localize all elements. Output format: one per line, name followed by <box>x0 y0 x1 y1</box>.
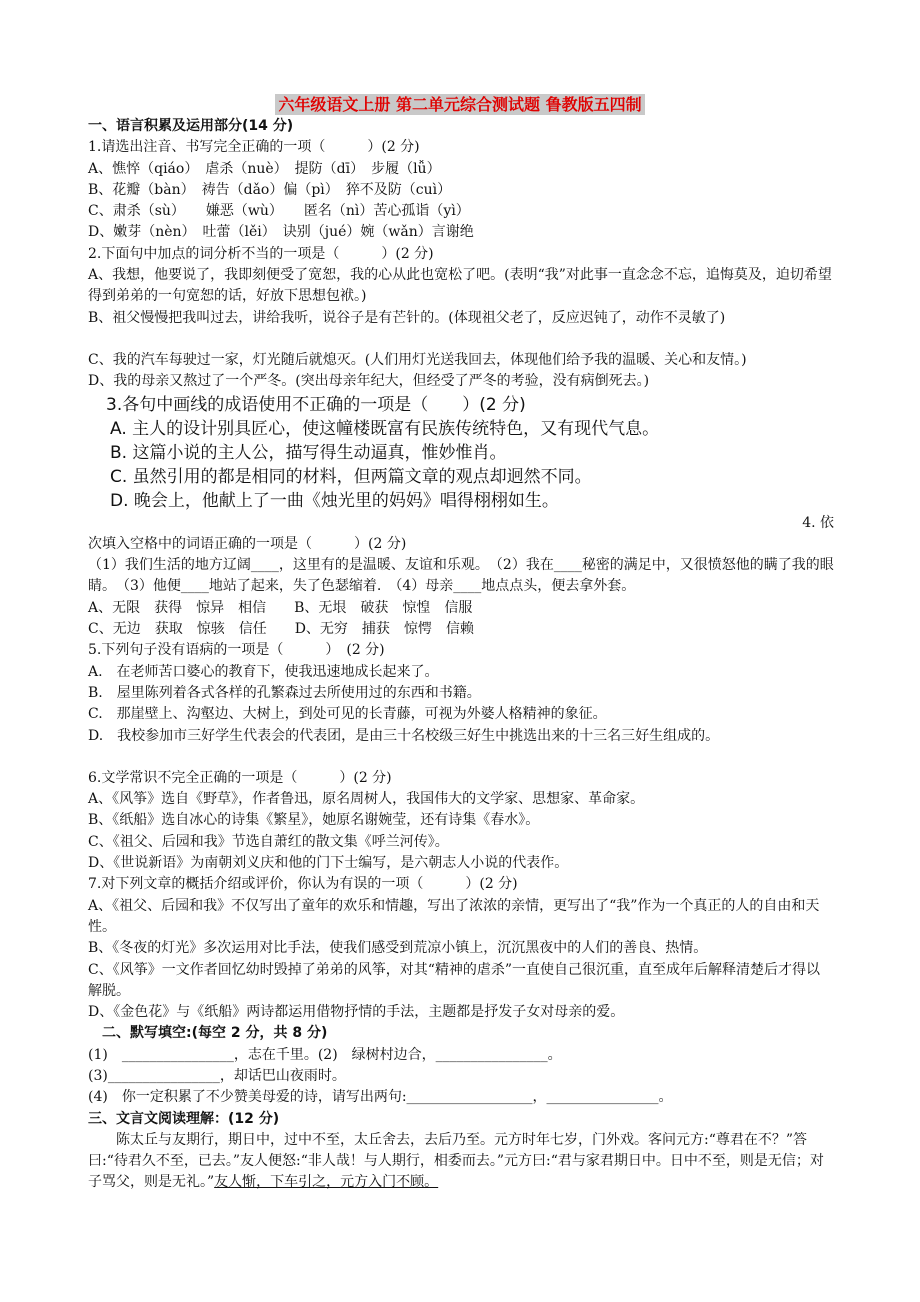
q4-options-cd: C、无边 获取 惊骇 信任 D、无穷 捕获 惊愕 信赖 <box>88 621 474 638</box>
q5-option-d: D. 我校参加市三好学生代表会的代表团，是由三十名校级三好生中挑选出来的十三名三好生组成的。 <box>88 727 720 744</box>
q4-stem: 次填入空格中的词语正确的一项是（ ）(2 分) <box>88 535 407 552</box>
q2-option-d: D、我的母亲又熬过了一个严冬。(突出母亲年纪大，但经受了严冬的考验，没有病倒死去。) <box>88 373 650 390</box>
q2-option-a: A、我想，他要说了，我即刻便受了宽恕，我的心从此也宽松了吧。(表明“我”对此事一直念念不忘，追悔莫及，迫切希望得到弟弟的一句宽恕的话，好放下思想包袱。) <box>88 267 832 305</box>
q1-option-a: A、憔悴（qiáo） 虐杀（nuè） 提防（dī） 步履（lǚ） <box>88 160 441 177</box>
spacer <box>88 329 834 350</box>
q6-option-a: A、《风筝》选自《野草》，作者鲁迅，原名周树人，我国伟大的文学家、思想家、革命家。 <box>88 791 645 808</box>
q6-option-c: C、《祖父、后园和我》节选自萧红的散文集《呼兰河传》。 <box>88 833 449 850</box>
q1-stem: 1.请选出注音、书写完全正确的一项（ ）(2 分) <box>88 139 420 156</box>
document-title <box>0 92 920 115</box>
q2-stem: 2.下面句中加点的词分析不当的一项是（ ）(2 分) <box>88 245 434 262</box>
passage-underlined-text: 友人惭，下车引之，元方入门不顾。 <box>214 1174 439 1191</box>
q3-option-a: A. 主人的设计别具匠心，使这幢楼既富有民族传统特色，又有现代气息。 <box>110 418 660 439</box>
q5-stem: 5.下列句子没有语病的一项是（ ） (2 分) <box>88 642 385 659</box>
q5-option-c: C. 那崖壁上、沟壑边、大树上，到处可见的长青藤，可视为外婆人格精神的象征。 <box>88 706 607 723</box>
q6-option-b: B、《纸船》选自冰心的诗集《繁星》，她原名谢婉莹，还有诗集《春水》。 <box>88 812 540 829</box>
fill-line-2: (3)________________，却话巴山夜雨时。 <box>88 1067 346 1084</box>
q4-number: 4. 依 <box>802 514 834 531</box>
q1-option-c: C、肃杀（sù） 嫌恶（wù） 匿名（nì）苦心孤诣（yì） <box>88 203 470 220</box>
section1-heading: 一、语言积累及运用部分(14 分) <box>88 118 294 134</box>
q2-option-c: C、我的汽车每驶过一家，灯光随后就熄灭。(人们用灯光送我回去，体现他们给予我的温暖、关心和友情。) <box>88 351 747 368</box>
q7-option-a: A、《祖父、后园和我》不仅写出了童年的欢乐和情趣，写出了浓浓的亲情，更写出了“我”作为一个真正的人的自由和天性。 <box>88 897 820 935</box>
q3-stem: 3.各句中画线的成语使用不正确的一项是（ ）(2 分) <box>106 394 526 415</box>
section2-heading: 二、默写填空:(每空 2 分，共 8 分) <box>102 1025 328 1042</box>
q6-stem: 6.文学常识不完全正确的一项是（ ）(2 分) <box>88 769 392 786</box>
fill-line-1: (1) ________________，志在千里。(2) 绿树村边合，________________。 <box>88 1046 562 1063</box>
q7-option-c: C、《风筝》一文作者回忆幼时毁掉了弟弟的风筝，对其“精神的虐杀”一直使自己很沉重，直至成年后解释清楚后才得以解脱。 <box>88 961 821 999</box>
q1-option-d: D、嫩芽（nèn） 吐蕾（lěi） 诀别（jué）婉（wǎn）言谢绝 <box>88 224 474 241</box>
q5-option-a: A. 在老师苦口婆心的教育下，使我迅速地成长起来了。 <box>88 663 439 680</box>
q2-option-b: B、祖父慢慢把我叫过去，讲给我听，说谷子是有芒针的。(体现祖父老了，反应迟钝了，动作不灵敏了) <box>88 309 726 326</box>
passage-text: 陈太丘与友期行，期日中，过中不至，太丘舍去，去后乃至。元方时年七岁，门外戏。客问元方:“尊君在不？”答曰:“待君久不至，已去。”友人便怒:“非人哉！与人期行，相委而去。”元方曰:“君与家君期日中。日中不至，则是无信；对子骂父，则是无礼。” <box>88 1131 824 1191</box>
q5-option-b: B. 屋里陈列着各式各样的孔繁森过去所使用过的东西和书籍。 <box>88 684 481 701</box>
q1-option-b: B、花瓣（bàn） 祷告（dǎo）偏（pì） 猝不及防（cuì） <box>88 181 452 198</box>
classical-passage <box>88 1130 834 1194</box>
section3-heading: 三、文言文阅读理解：(12 分) <box>88 1110 280 1127</box>
q6-option-d: D、《世说新语》为南朝刘义庆和他的门下士编写，是六朝志人小说的代表作。 <box>88 855 569 872</box>
q7-option-d: D、《金色花》与《纸船》两诗都运用借物抒情的手法，主题都是抒发子女对母亲的爱。 <box>88 1004 625 1021</box>
document-body <box>88 116 834 1194</box>
q4-text: （1）我们生活的地方辽阔____，这里有的是温暖、友谊和乐观。 （2）我在____秘密的满足中，又很愤怒他的瞒了我的眼睛。 （3）他便____地站了起来，失了色瑟缩着. （4）母亲____地点点头，便去拿外套。 <box>88 557 834 595</box>
spacer <box>88 747 834 768</box>
q7-option-b: B、《冬夜的灯光》多次运用对比手法，使我们感受到荒凉小镇上，沉沉黑夜中的人们的善良、热情。 <box>88 940 708 957</box>
fill-line-3: (4) 你一定积累了不少赞美母爱的诗，请写出两句:__________________，________________。 <box>88 1089 673 1106</box>
q3-option-d: D. 晚会上，他献上了一曲《烛光里的妈妈》唱得栩栩如生。 <box>110 490 559 511</box>
title-text: 六年级语文上册 第二单元综合测试题 鲁教版五四制 <box>275 94 644 115</box>
q4-options-ab: A、无限 获得 惊异 相信 B、无垠 破获 惊惶 信服 <box>88 599 473 616</box>
q3-option-b: B. 这篇小说的主人公，描写得生动逼真，惟妙惟肖。 <box>110 442 507 463</box>
q3-option-c: C. 虽然引用的都是相同的材料，但两篇文章的观点却迥然不同。 <box>110 466 592 487</box>
q7-stem: 7.对下列文章的概括介绍或评价，你认为有误的一项（ ）(2 分) <box>88 876 518 893</box>
